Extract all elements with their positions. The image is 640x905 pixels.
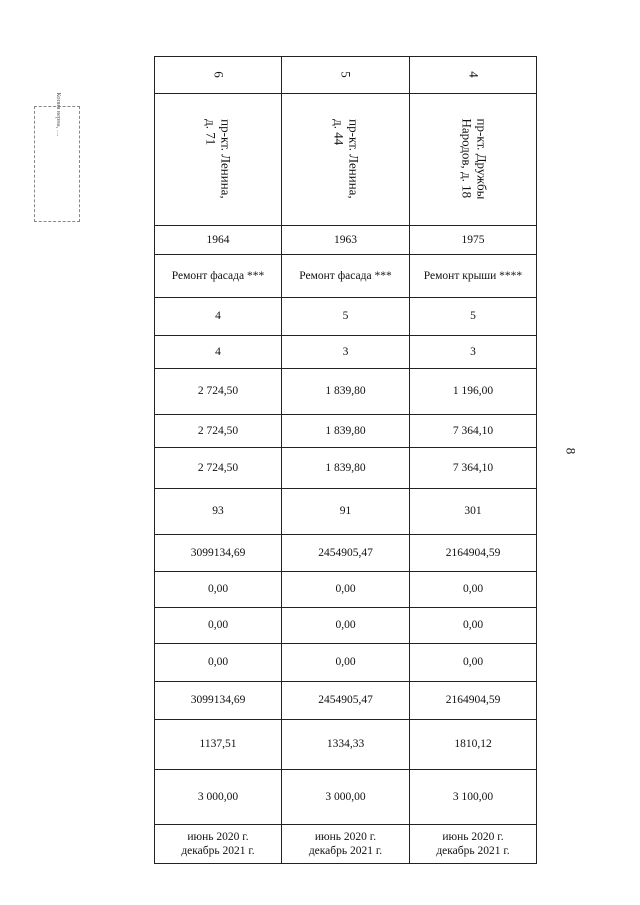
cell-entrances: 3: [282, 336, 410, 369]
row-number: [155, 57, 537, 94]
cell-period: июнь 2020 г. декабрь 2021 г.: [410, 825, 537, 864]
cell-fund-c: 0,00: [410, 644, 537, 682]
cell-residents: 301: [410, 489, 537, 535]
cell-unit-cost: 1334,33: [282, 720, 410, 770]
cell-cost-total: 2454905,47: [282, 535, 410, 572]
cell-area-total: 1 196,00: [410, 369, 537, 415]
cell-unit-cost: 1810,12: [410, 720, 537, 770]
cell-work-type: Ремонт фасада ***: [155, 255, 282, 298]
cell-fund-b: 0,00: [410, 608, 537, 644]
cell-residents: 91: [282, 489, 410, 535]
stamp-text: Копия верна, …: [55, 92, 63, 137]
row-residents: [155, 489, 537, 535]
cell-limit-cost: 3 000,00: [155, 770, 282, 825]
row-cost-total: [155, 535, 537, 572]
cell-limit-cost: 3 100,00: [410, 770, 537, 825]
cell-residents: 93: [155, 489, 282, 535]
cell-number: 6: [155, 57, 282, 94]
row-area-a: [155, 415, 537, 448]
cell-floors: 5: [410, 298, 537, 336]
cell-limit-cost: 3 000,00: [282, 770, 410, 825]
cell-work-type: Ремонт крыши ****: [410, 255, 537, 298]
cell-number: 5: [282, 57, 410, 94]
cell-fund-c: 0,00: [282, 644, 410, 682]
cell-area-b: 1 839,80: [282, 448, 410, 489]
repair-table: [154, 56, 537, 864]
cell-fund-d: 3099134,69: [155, 682, 282, 720]
row-unit-cost: [155, 720, 537, 770]
cell-address: пр-кт. Ленина, д. 44: [282, 94, 410, 226]
cell-cost-total: 3099134,69: [155, 535, 282, 572]
cell-area-b: 7 364,10: [410, 448, 537, 489]
row-entrances: [155, 336, 537, 369]
cell-address: пр-кт. Ленина, д. 71: [155, 94, 282, 226]
row-fund-d: [155, 682, 537, 720]
cell-floors: 4: [155, 298, 282, 336]
cell-year: 1963: [282, 226, 410, 255]
cell-entrances: 3: [410, 336, 537, 369]
row-limit-cost: [155, 770, 537, 825]
row-area-total: [155, 369, 537, 415]
row-fund-a: [155, 572, 537, 608]
row-address: [155, 94, 537, 226]
page-number: 8: [563, 447, 579, 455]
cell-floors: 5: [282, 298, 410, 336]
cell-unit-cost: 1137,51: [155, 720, 282, 770]
cell-area-a: 2 724,50: [155, 415, 282, 448]
cell-entrances: 4: [155, 336, 282, 369]
cell-area-total: 2 724,50: [155, 369, 282, 415]
cell-fund-a: 0,00: [410, 572, 537, 608]
cell-fund-d: 2164904,59: [410, 682, 537, 720]
cell-fund-b: 0,00: [155, 608, 282, 644]
cell-work-type: Ремонт фасада ***: [282, 255, 410, 298]
cell-year: 1964: [155, 226, 282, 255]
row-period: [155, 825, 537, 864]
cell-fund-d: 2454905,47: [282, 682, 410, 720]
cell-fund-b: 0,00: [282, 608, 410, 644]
cell-period: июнь 2020 г. декабрь 2021 г.: [155, 825, 282, 864]
cell-address: пр-кт. Дружбы Народов, д. 18: [410, 94, 537, 226]
row-work-type: [155, 255, 537, 298]
cell-area-total: 1 839,80: [282, 369, 410, 415]
cell-year: 1975: [410, 226, 537, 255]
cell-fund-c: 0,00: [155, 644, 282, 682]
row-fund-b: [155, 608, 537, 644]
copy-stamp: [34, 92, 80, 222]
cell-fund-a: 0,00: [155, 572, 282, 608]
cell-number: 4: [410, 57, 537, 94]
row-fund-c: [155, 644, 537, 682]
cell-period: июнь 2020 г. декабрь 2021 г.: [282, 825, 410, 864]
row-floors: [155, 298, 537, 336]
cell-area-a: 1 839,80: [282, 415, 410, 448]
cell-cost-total: 2164904,59: [410, 535, 537, 572]
row-area-b: [155, 448, 537, 489]
cell-fund-a: 0,00: [282, 572, 410, 608]
cell-area-a: 7 364,10: [410, 415, 537, 448]
cell-area-b: 2 724,50: [155, 448, 282, 489]
row-year: [155, 226, 537, 255]
